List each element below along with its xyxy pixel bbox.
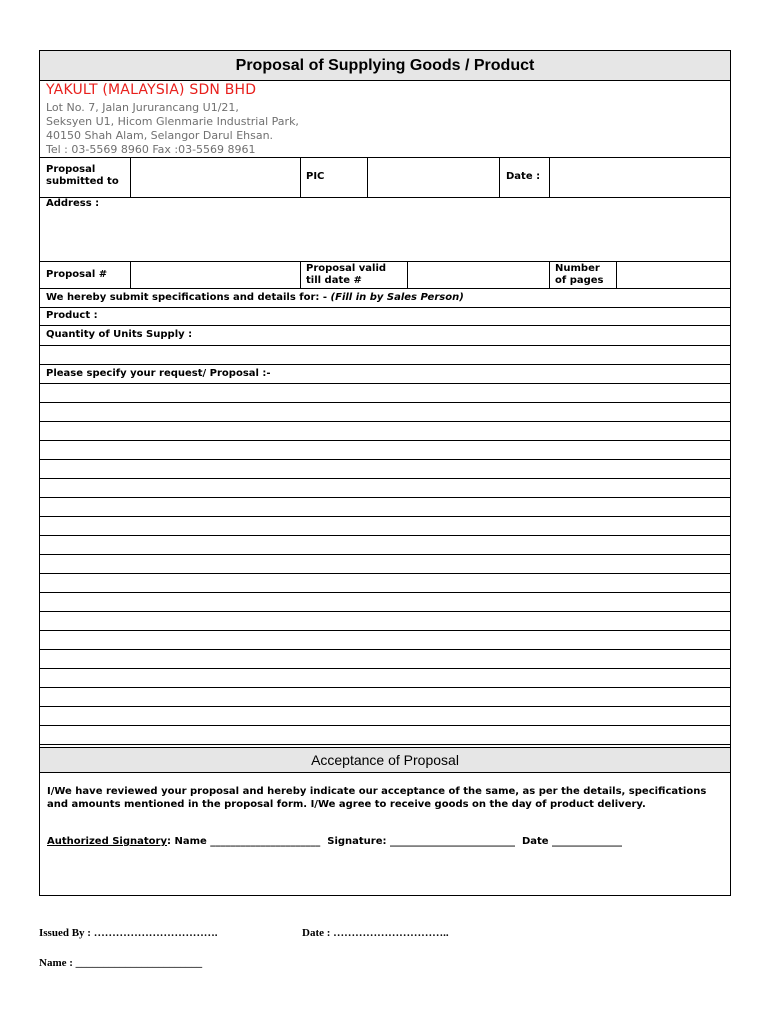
divider xyxy=(40,325,730,326)
quantity-label: Quantity of Units Supply : xyxy=(46,329,193,340)
company-contact-line: Tel : 03-5569 8960 Fax :03-5569 8961 xyxy=(46,143,256,156)
address-label: Address : xyxy=(46,198,100,209)
address-field[interactable] xyxy=(41,211,730,261)
request-label: Please specify your request/ Proposal :- xyxy=(46,368,271,379)
spec-intro-text: We hereby submit specifications and details for: - xyxy=(46,292,331,303)
spec-intro xyxy=(46,292,464,304)
divider xyxy=(40,345,730,346)
company-address-line-2: Seksyen U1, Hicom Glenmarie Industrial Park, xyxy=(46,115,299,128)
num-pages-label: Number of pages xyxy=(555,263,604,286)
submitted-to-label: Proposal submitted to xyxy=(46,164,119,187)
acceptance-paragraph: I/We have reviewed your proposal and hereby indicate our acceptance of the same, as per the details, specifications and amounts mentioned in the proposal form. I/We agree to receive goods on the day of product delivery. xyxy=(47,786,707,810)
date-label: Date : xyxy=(506,171,541,182)
date-field[interactable] xyxy=(550,158,730,197)
divider xyxy=(499,157,500,197)
company-address-line-1: Lot No. 7, Jalan Jururancang U1/21, xyxy=(46,101,239,114)
proposal-number-field[interactable] xyxy=(131,262,300,288)
divider xyxy=(40,197,730,198)
spec-intro-note: (Fill in by Sales Person) xyxy=(330,292,464,303)
product-label: Product : xyxy=(46,310,98,321)
issued-by-line: Issued By : ……………………………. xyxy=(39,927,218,939)
signatory-fields: : Name ______________________ Signature: _________________________ Date ______________ xyxy=(167,836,623,847)
divider xyxy=(40,772,730,773)
footer-date-line: Date : ………………………….. xyxy=(302,927,449,939)
signatory-label: Authorized Signatory xyxy=(47,836,167,847)
divider xyxy=(40,288,730,289)
valid-till-field[interactable] xyxy=(408,262,549,288)
company-address-line-3: 40150 Shah Alam, Selangor Darul Ehsan. xyxy=(46,129,274,142)
request-field[interactable] xyxy=(41,384,730,744)
company-name: YAKULT (MALAYSIA) SDN BHD xyxy=(46,82,257,98)
form-title: Proposal of Supplying Goods / Product xyxy=(235,56,535,74)
signatory-line xyxy=(47,836,622,847)
divider xyxy=(40,307,730,308)
divider xyxy=(300,261,301,288)
acceptance-title-bar xyxy=(40,748,730,772)
divider xyxy=(549,261,550,288)
valid-till-label: Proposal valid till date # xyxy=(306,263,387,286)
acceptance-title: Acceptance of Proposal xyxy=(311,752,459,768)
proposal-number-label: Proposal # xyxy=(46,269,108,280)
footer-name-line: Name : _______________________ xyxy=(39,957,203,969)
divider xyxy=(40,744,730,745)
divider xyxy=(300,157,301,197)
pic-field[interactable] xyxy=(368,158,499,197)
num-pages-field[interactable] xyxy=(617,262,730,288)
divider xyxy=(40,364,730,365)
proposal-form xyxy=(39,50,731,896)
pic-label: PIC xyxy=(306,171,325,182)
form-title-bar xyxy=(40,51,730,81)
submitted-to-field[interactable] xyxy=(131,158,300,197)
